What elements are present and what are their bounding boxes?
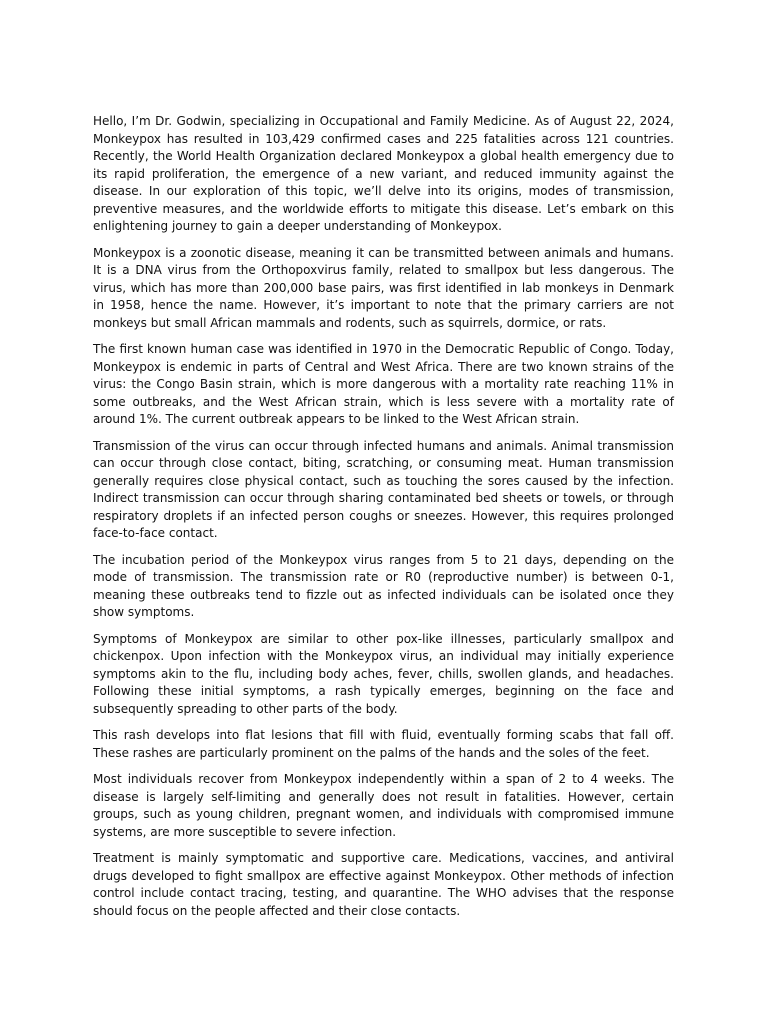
paragraph-first-case: The first known human case was identified in 1970 in the Democratic Republic of Congo. Today, Monkeypox is endemic in parts of Central and West Africa. There are two known strains of the virus: the Congo Basin strain, which is more dangerous with a mortality rate reaching 11% in some outbreaks, and the West African strain, which is less severe with a mortality rate of around 1%. The current outbreak appears to be linked to the West African strain. <box>93 342 674 426</box>
paragraph-rash: This rash develops into flat lesions that fill with fluid, eventually forming scabs that fall off. These rashes are particularly prominent on the palms of the hands and the soles of the feet. <box>93 728 674 760</box>
paragraph-zoonotic: Monkeypox is a zoonotic disease, meaning it can be transmitted between animals and humans. It is a DNA virus from the Orthopoxvirus family, related to smallpox but less dangerous. The virus, which has more than 200,000 base pairs, was first identified in lab monkeys in Denmark in 1958, hence the name. However, it’s important to note that the primary carriers are not monkeys but small African mammals and rodents, such as squirrels, dormice, or rats. <box>93 245 674 330</box>
paragraph-treatment: Treatment is mainly symptomatic and supportive care. Medications, vaccines, and antiviral drugs developed to fight smallpox are effective against Monkeypox. Other methods of infection control include contact tracing, testing, and quarantine. The WHO advises that the response should focus on the people affected and their close contacts. <box>93 851 674 918</box>
paragraph-transmission: Transmission of the virus can occur through infected humans and animals. Animal transmission can occur through close contact, biting, scratching, or consuming meat. Human transmission generally requires close physical contact, such as touching the sores caused by the infection. Indirect transmission can occur through sharing contaminated bed sheets or towels, or through respiratory droplets if an infected person coughs or sneezes. However, this requires prolonged face-to-face contact. <box>93 438 674 540</box>
paragraph-incubation: The incubation period of the Monkeypox virus ranges from 5 to 21 days, depending on the mode of transmission. The transmission rate or R0 (reproductive number) is between 0-1, meaning these outbreaks tend to fizzle out as infected individuals can be isolated once they show symptoms. <box>93 552 674 619</box>
paragraph-intro: Hello, I’m Dr. Godwin, specializing in Occupational and Family Medicine. As of August 22, 2024, Monkeypox has resulted in 103,429 confirmed cases and 225 fatalities across 121 countries. Recently, the World Health Organization declared Monkeypox a global health emergency due to its rapid proliferation, the emergence of a new variant, and reduced immunity against the disease. In our exploration of this topic, we’ll delve into its origins, modes of transmission, preventive measures, and the worldwide efforts to mitigate this disease. Let’s embark on this enlightening journey to gain a deeper understanding of Monkeypox. <box>93 114 674 233</box>
paragraph-recovery: Most individuals recover from Monkeypox independently within a span of 2 to 4 weeks. The disease is largely self-limiting and generally does not result in fatalities. However, certain groups, such as young children, pregnant women, and individuals with compromised immune systems, are more susceptible to severe infection. <box>93 772 674 839</box>
paragraph-symptoms: Symptoms of Monkeypox are similar to other pox-like illnesses, particularly smallpox and chickenpox. Upon infection with the Monkeypox virus, an individual may initially experience symptoms akin to the flu, including body aches, fever, chills, swollen glands, and headaches. Following these initial symptoms, a rash typically emerges, beginning on the face and subsequently spreading to other parts of the body. <box>93 631 674 716</box>
document-page <box>93 113 674 929</box>
